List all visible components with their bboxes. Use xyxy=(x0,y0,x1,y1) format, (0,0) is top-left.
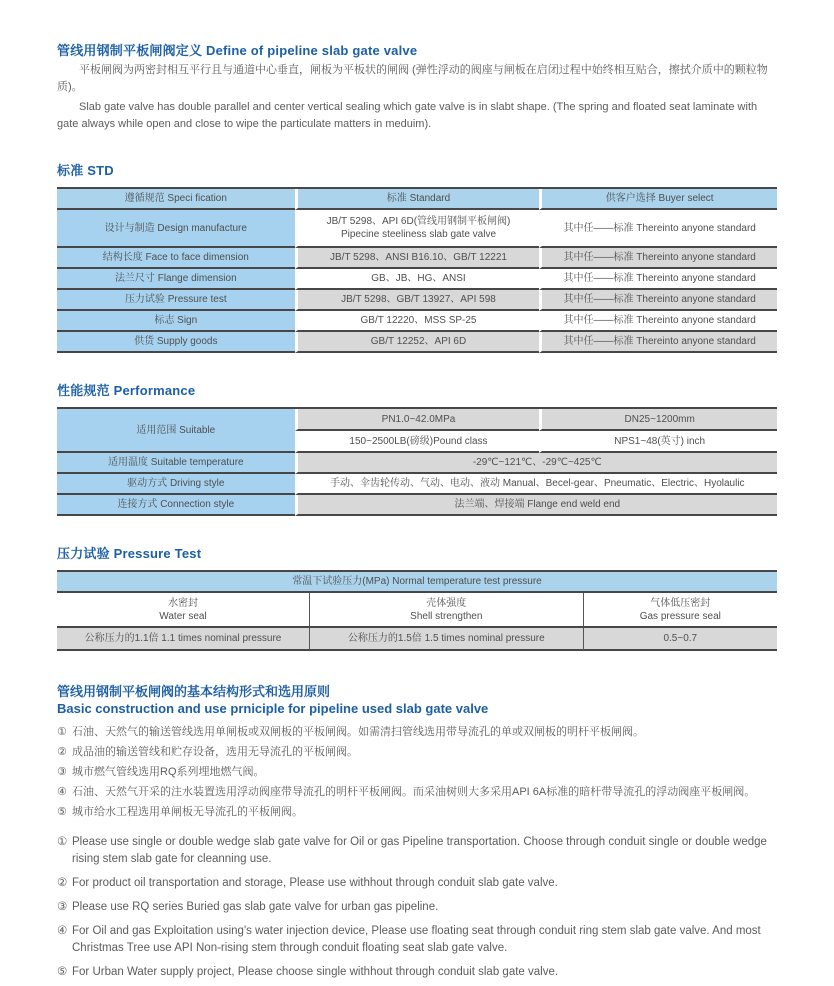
std-header-specification: 遵循规范 Speci fication xyxy=(57,189,295,210)
item-text: 城市燃气管线选用RQ系列埋地燃气阀。 xyxy=(72,766,265,778)
perf-driving-value: 手动、伞齿轮传动、气动、电动、液动 Manual、Becel-gear、Pneumatic、Electric、Hyolaulic xyxy=(295,474,777,495)
construction-list-en xyxy=(57,834,777,981)
item-number: ① xyxy=(57,726,67,738)
perf-pn-value: PN1.0~42.0MPa xyxy=(295,409,540,431)
item-number: ③ xyxy=(57,901,68,913)
item-number: ⑤ xyxy=(57,966,68,978)
list-item xyxy=(57,834,777,868)
pressure-section-title: 压力试验 Pressure Test xyxy=(57,546,202,561)
std-row-standard: GB/T 12252、API 6D xyxy=(295,332,540,353)
pressure-col-water-seal xyxy=(57,593,309,628)
std-table xyxy=(57,187,777,353)
pressure-col-en: Shell strengthen xyxy=(410,610,483,622)
item-number: ④ xyxy=(57,786,67,798)
item-text: For Oil and gas Exploitation using's water injection device, Please use floating seat through conduit ring stem slab gate valve. And most Christmas Tree use API Non-rising stem through conduit floating seat slab gate valve. xyxy=(72,925,761,954)
pressure-col-cn: 壳体强度 xyxy=(426,597,467,609)
performance-table xyxy=(57,407,777,516)
std-row-standard xyxy=(295,210,540,248)
std-row-select: 其中任——标准 Thereinto anyone standard xyxy=(539,311,777,332)
item-number: ⑤ xyxy=(57,806,67,818)
item-text: 成品油的输送管线和贮存设备，选用无导流孔的平板闸阀。 xyxy=(72,746,358,758)
item-number: ③ xyxy=(57,766,67,778)
construction-title-cn: 管线用钢制平板闸阀的基本结构形式和选用原则 xyxy=(57,684,331,699)
performance-table-wrap xyxy=(57,407,777,516)
pressure-value-water: 公称压力的1.1倍 1.1 times nominal pressure xyxy=(57,628,309,651)
perf-nps-value: NPS1~48(英寸) inch xyxy=(539,431,777,453)
std-header-standard: 标准 Standard xyxy=(295,189,540,210)
std-row-label: 标志 Sign xyxy=(57,311,295,332)
list-item xyxy=(57,764,777,780)
table-row xyxy=(57,409,777,431)
item-text: 石油、天然气开采的注水装置选用浮动阀座带导流孔的明杆平板闸阀。而采油树则大多采用API 6A标准的暗杆带导流孔的浮动阀座平板闸阀。 xyxy=(72,786,756,798)
std-header-row xyxy=(57,189,777,210)
list-item xyxy=(57,804,777,820)
pressure-header: 常温下试验压力(MPa) Normal temperature test pressure xyxy=(57,572,777,593)
std-header-buyer-select: 供客户选择 Buyer select xyxy=(539,189,777,210)
table-row xyxy=(57,269,777,290)
std-row-select: 其中任——标准 Thereinto anyone standard xyxy=(539,210,777,248)
define-paragraph-en: Slab gate valve has double parallel and center vertical sealing which gate valve is in slabt shape. (The spring and floated seat laminate with gate always while open and close to wipe the particulate matters in meduim). xyxy=(57,101,758,130)
std-row-standard: JB/T 5298、GB/T 13927、API 598 xyxy=(295,290,540,311)
std-row-select: 其中任——标准 Thereinto anyone standard xyxy=(539,248,777,269)
item-text: For Urban Water supply project, Please choose single withhout through conduit slab gate valve. xyxy=(72,966,559,978)
table-row xyxy=(57,474,777,495)
list-item xyxy=(57,964,777,981)
item-number: ① xyxy=(57,836,68,848)
item-text: 石油、天然气的输送管线选用单闸板或双闸板的平板闸阀。如需清扫管线选用带导流孔的单或双闸板的明杆平板闸阀。 xyxy=(72,726,644,738)
pressure-col-gas-seal xyxy=(583,593,777,628)
item-text: For product oil transportation and storage, Please use withhout through conduit slab gate valve. xyxy=(72,877,558,889)
std-row-select: 其中任——标准 Thereinto anyone standard xyxy=(539,290,777,311)
std-row-label: 供货 Supply goods xyxy=(57,332,295,353)
std-standard-line2: Pipecine steeliness slab gate valve xyxy=(340,229,497,240)
list-item xyxy=(57,784,777,800)
table-row xyxy=(57,453,777,474)
list-item xyxy=(57,724,777,740)
std-row-label: 法兰尺寸 Flange dimension xyxy=(57,269,295,290)
table-row xyxy=(57,248,777,269)
perf-dn-value: DN25~1200mm xyxy=(539,409,777,431)
perf-suitable-label: 适用范围 Suitable xyxy=(57,409,295,453)
table-row xyxy=(57,593,777,628)
std-row-label: 压力试验 Pressure test xyxy=(57,290,295,311)
table-row xyxy=(57,210,777,248)
define-section-title: 管线用钢制平板闸阀定义 Define of pipeline slab gate valve xyxy=(57,43,418,58)
std-row-standard: GB/T 12220、MSS SP-25 xyxy=(295,311,540,332)
pressure-header-row xyxy=(57,572,777,593)
std-standard-line1: JB/T 5298、API 6D(管线用钢制平板闸阀) xyxy=(326,216,511,227)
table-row xyxy=(57,332,777,353)
item-text: Please use single or double wedge slab gate valve for Oil or gas Pipeline transportation. Choose through conduit single or double wedge rising stem slab gate for cleanning use. xyxy=(72,836,767,865)
std-row-label: 设计与制造 Design manufacture xyxy=(57,210,295,248)
pressure-table xyxy=(57,570,777,651)
define-paragraph-cn: 平板闸阀为两密封相互平行且与通道中心垂直，闸板为平板状的闸阀 (弹性浮动的阀座与闸板在启闭过程中始终相互贴合，擦拭介质中的颗粒物质)。 xyxy=(57,64,768,93)
std-row-label: 结构长度 Face to face dimension xyxy=(57,248,295,269)
list-item xyxy=(57,875,777,892)
performance-section-title: 性能规范 Performance xyxy=(57,383,196,398)
std-row-standard: JB/T 5298、ANSI B16.10、GB/T 12221 xyxy=(295,248,540,269)
std-row-select: 其中任——标准 Thereinto anyone standard xyxy=(539,332,777,353)
pressure-col-cn: 水密封 xyxy=(168,597,198,609)
perf-temp-label: 适用温度 Suitable temperature xyxy=(57,453,295,474)
perf-connection-label: 连接方式 Connection style xyxy=(57,495,295,516)
std-row-select: 其中任——标准 Thereinto anyone standard xyxy=(539,269,777,290)
item-text: Please use RQ series Buried gas slab gate valve for urban gas pipeline. xyxy=(72,901,439,913)
list-item xyxy=(57,744,777,760)
perf-driving-label: 驱动方式 Driving style xyxy=(57,474,295,495)
pressure-col-shell-strengthen xyxy=(309,593,583,628)
table-row xyxy=(57,311,777,332)
std-row-standard: GB、JB、HG、ANSI xyxy=(295,269,540,290)
construction-list-cn xyxy=(57,724,777,820)
item-number: ④ xyxy=(57,925,68,937)
table-row xyxy=(57,495,777,516)
table-row xyxy=(57,628,777,651)
perf-temp-value: -29℃~121℃、-29℃~425℃ xyxy=(295,453,777,474)
perf-lb-value: 150~2500LB(磅级)Pound class xyxy=(295,431,540,453)
pressure-col-cn: 气体低压密封 xyxy=(650,597,711,609)
pressure-value-shell: 公称压力的1.5倍 1.5 times nominal pressure xyxy=(309,628,583,651)
item-number: ② xyxy=(57,877,68,889)
std-section-title: 标准 STD xyxy=(57,163,114,178)
std-table-wrap xyxy=(57,187,777,353)
list-item xyxy=(57,899,777,916)
item-number: ② xyxy=(57,746,67,758)
pressure-table-wrap xyxy=(57,570,777,651)
pressure-col-en: Water seal xyxy=(159,610,207,622)
construction-title-en: Basic construction and use prniciple for pipeline used slab gate valve xyxy=(57,701,489,716)
item-text: 城市给水工程选用单闸板无导流孔的平板闸阀。 xyxy=(72,806,303,818)
construction-section xyxy=(57,683,777,981)
list-item xyxy=(57,923,777,957)
perf-connection-value: 法兰端、焊接端 Flange end weld end xyxy=(295,495,777,516)
table-row xyxy=(57,290,777,311)
pressure-col-en: Gas pressure seal xyxy=(639,610,721,622)
pressure-value-gas: 0.5~0.7 xyxy=(583,628,777,651)
